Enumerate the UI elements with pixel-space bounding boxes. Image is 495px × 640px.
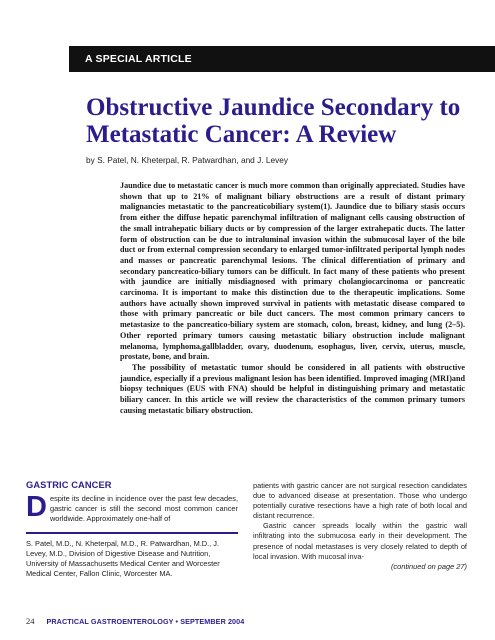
body-paragraph: patients with gastric cancer are not surgical resection candidates due to advanced disease at presentation. Those who undergo potentially curative resections have a high rate of both local and distant recurrence.: [253, 481, 467, 521]
drop-cap: D: [26, 491, 47, 523]
page-footer: [26, 616, 326, 626]
author-affiliation: S. Patel, M.D., N. Kheterpal, M.D., R. Patwardhan, M.D., J. Levey, M.D., Division of Digestive Disease and Nutrition, University of Massachusetts Medical Center and Worcester Medical Center, Fallon Clinic, Worcester MA.: [26, 538, 220, 579]
section-heading: GASTRIC CANCER: [26, 480, 112, 490]
abstract: [120, 181, 465, 416]
right-column: [253, 481, 467, 572]
journal-name: PRACTICAL GASTROENTEROLOGY • SEPTEMBER 2004: [46, 617, 245, 626]
abstract-paragraph: The possibility of metastatic tumor should be considered in all patients with obstructive jaundice, especially if a previous malignant lesion has been identified. Improved imaging (MRI)and biopsy techniques (EUS with FNA) should be helpful in distinguishing primary and metastatic biliary cancer. In this article we will review the characteristics of the common primary tumors causing metastatic biliary obstruction.: [120, 362, 465, 415]
page-number: 24: [26, 616, 35, 626]
article-type-label: A SPECIAL ARTICLE: [85, 53, 192, 65]
article-title: Obstructive Jaundice Secondary to Metastatic Cancer: A Review: [86, 94, 461, 148]
abstract-paragraph: Jaundice due to metastatic cancer is much more common than originally appreciated. Studies have shown that up to 21% of malignant biliary obstructions are a result of distant primary malignancies metastatic to the pancreaticobiliary system(1). Jaundice due to biliary stasis occurs from either the diffuse hepatic parenchymal infiltration of malignant cells causing obstruction of the small intrahepatic biliary ducts or by compression of the larger extrahepatic ducts. The latter form of obstruction can be due to intraluminal invasion within the submucosal layer of the bile duct or from external compression secondary to enlarged tumor-infiltrated periportal lymph nodes and masses or pancreatic parenchymal lesions. The clinical differentiation of primary and secondary pancreatico-biliary tumors can be difficult. In fact many of these patients who present with jaundice are initially misdiagnosed with primary cholangiocarcinoma or pancreatic carcinoma. It is important to make this distinction due to the therapeutic implications. Some authors have actually shown improved survival in patients with metastatic disease compared to those with primary pancreatic or bile duct cancers. The most common primary cancers to metastasize to the pancreatico-biliary system are stomach, colon, breast, kidney, and lung (2–5). Other reported primary tumors causing metastatic biliary obstruction include malignant melanoma, lymphoma,gallbladder, ovary, duodenum, esophagus, liver, cervix, uterus, muscle, prostate, bone, and brain.: [120, 181, 465, 362]
continued-note: (continued on page 27): [390, 561, 467, 571]
article-type-banner: [69, 46, 495, 72]
intro-text: espite its decline in incidence over the past few decades, gastric cancer is still the second most common cancer worldwide. Approximately one-half of: [49, 494, 238, 524]
body-paragraph: Gastric cancer spreads locally within the gastric wall infiltrating into the submucosa early in their development. The presence of nodal metastases is very closely related to depth of local invasion. With mucosal inva-: [253, 521, 467, 561]
author-byline: by S. Patel, N. Kheterpal, R. Patwardhan, and J. Levey: [86, 155, 289, 165]
left-column: [26, 480, 238, 579]
intro-paragraph: [26, 491, 238, 524]
divider: [26, 532, 238, 534]
